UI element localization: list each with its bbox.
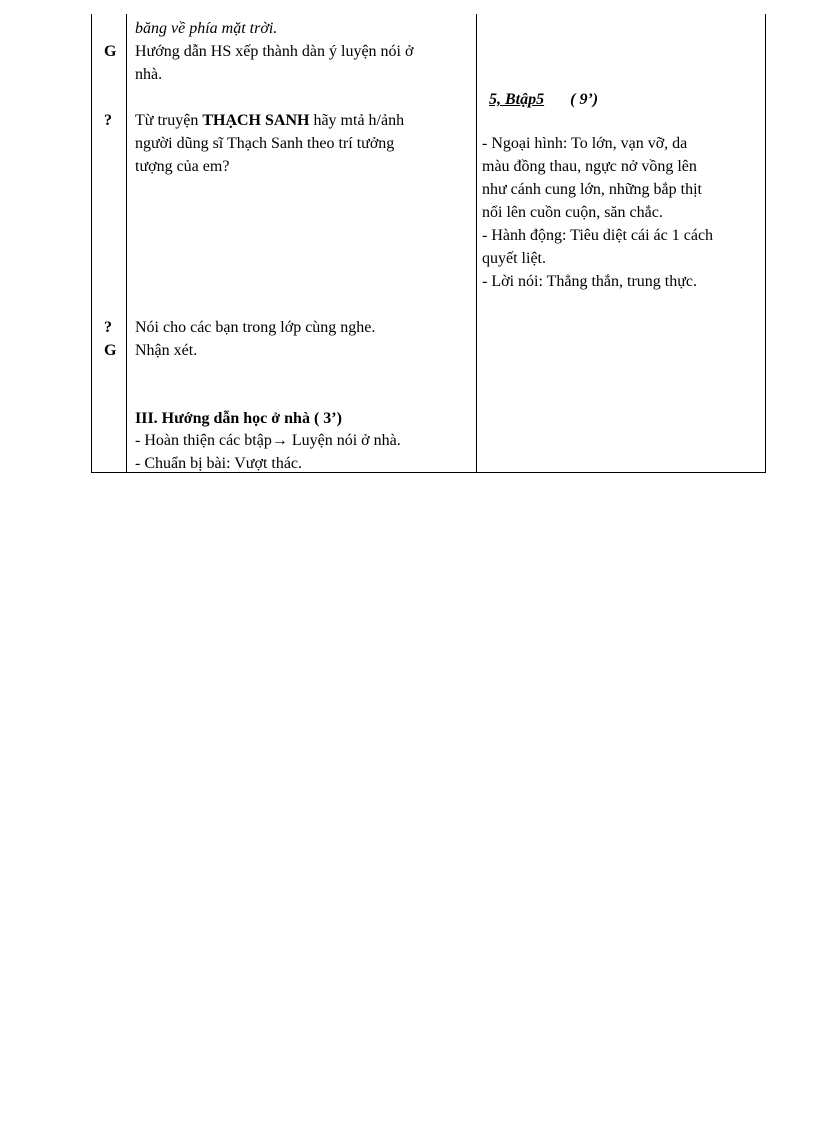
answer-line-1: - Ngoại hình: To lớn, vạn vỡ, da: [482, 135, 688, 152]
answer-line-7: - Lời nói: Thẳng thắn, trung thực.: [482, 273, 698, 290]
marker-question-2: ?: [104, 319, 112, 336]
table-divider-1: [126, 14, 127, 473]
answer-line-4: nổi lên cuồn cuộn, săn chắc.: [482, 204, 663, 221]
exercise-time: ( 9’): [570, 91, 599, 108]
guide-line-2: nhà.: [135, 66, 163, 83]
question-text-pre: Từ truyện: [135, 112, 203, 129]
table-border-left: [91, 14, 92, 473]
homework-item-2: - Chuẩn bị bài: Vượt thác.: [135, 455, 303, 472]
section-title-homework: III. Hướng dẫn học ở nhà ( 3’): [135, 410, 342, 427]
table-border-right: [765, 14, 766, 473]
exercise-heading: [489, 88, 598, 111]
answer-line-5: - Hành động: Tiêu diệt cái ác 1 cách: [482, 227, 714, 244]
answer-line-2: màu đồng thau, ngực nở vồng lên: [482, 158, 697, 175]
question-line-2: người dũng sĩ Thạch Sanh theo trí tưởng: [135, 135, 395, 152]
marker-g-1: G: [104, 43, 117, 60]
question-line-1: [135, 109, 404, 132]
text-line-top: băng về phía mặt trời.: [135, 20, 278, 37]
question-text-post: hãy mtả h/ảnh: [309, 112, 405, 129]
guide-line-1: Hướng dẫn HS xếp thành dàn ý luyện nói ở: [135, 43, 414, 60]
answer-line-3: như cánh cung lớn, những bắp thịt: [482, 181, 702, 198]
homework-item-1: - Hoàn thiện các btập→ Luyện nói ở nhà.: [135, 432, 401, 449]
speak-instruction: Nói cho các bạn trong lớp cùng nghe.: [135, 319, 376, 336]
answer-line-6: quyết liệt.: [482, 250, 546, 267]
exercise-number: 5, Btập5: [489, 91, 545, 108]
question-line-3: tượng của em?: [135, 158, 230, 175]
marker-question-1: ?: [104, 112, 112, 129]
story-title: THẠCH SANH: [202, 112, 310, 129]
marker-g-2: G: [104, 342, 117, 359]
table-divider-2: [476, 14, 477, 473]
comment-instruction: Nhận xét.: [135, 342, 198, 359]
